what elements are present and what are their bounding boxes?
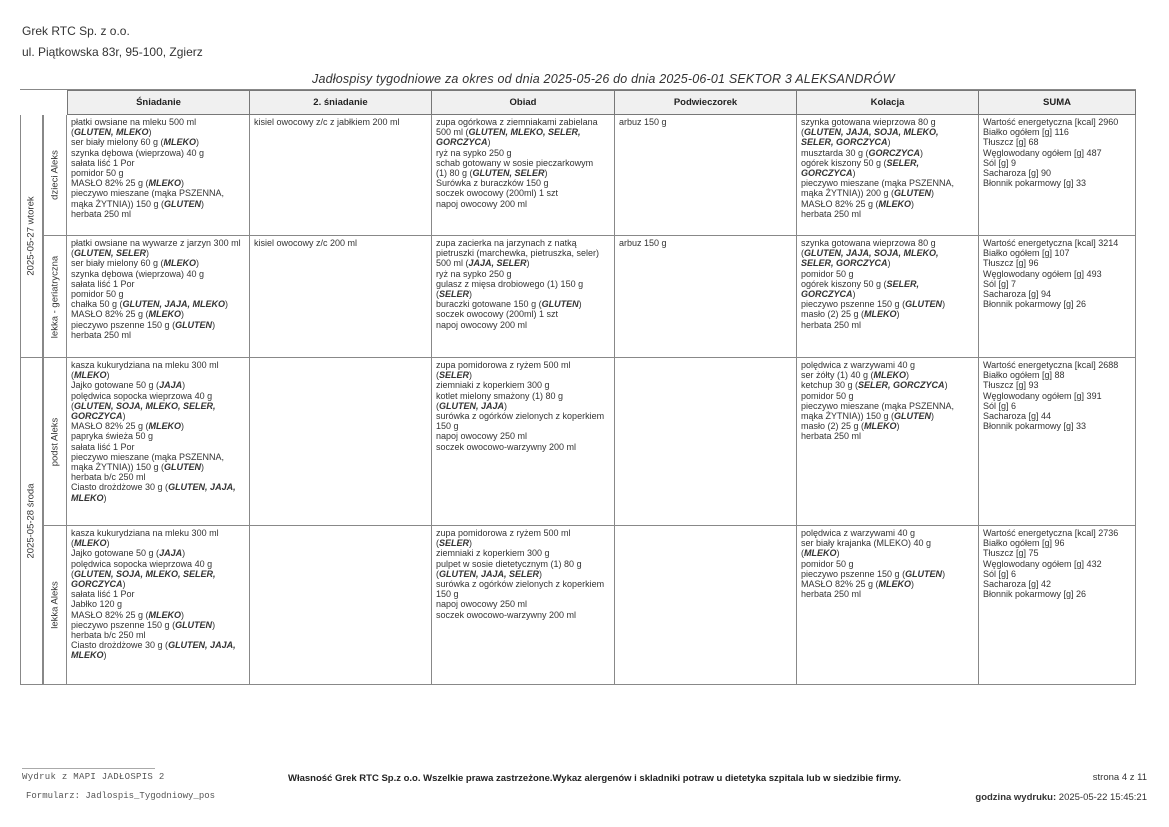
footer-form-name: Formularz: Jadlospis_Tygodniowy_pos — [26, 791, 216, 801]
day-cell — [20, 358, 43, 685]
menu-line: Tłuszcz [g] 68 — [983, 137, 1039, 148]
menu-line: (SELER) — [436, 289, 473, 300]
footer-copyright: Własność Grek RTC Sp.z o.o. Wszelkie prawa zastrzeżone.Wykaz alergenów i skladniki potraw u dietetyka szpitala lub w siedzibie firmy. — [288, 773, 902, 784]
menu-cell-lunch — [432, 236, 615, 358]
menu-cell-second-breakfast — [250, 526, 432, 685]
menu-line: buraczki gotowane 150 g (GLUTEN) — [436, 299, 582, 310]
menu-line: kisiel owocowy z/c 200 ml — [254, 238, 358, 248]
menu-cell-sum — [979, 526, 1136, 685]
menu-line: surówka z ogórków zielonych z koperkiem — [436, 579, 605, 590]
menu-line: MLEKO) — [71, 492, 107, 503]
day-label: 2025-05-28 środa — [25, 483, 37, 559]
menu-line: Błonnik pokarmowy [g] 33 — [983, 178, 1087, 189]
menu-line: musztarda 30 g (GORCZYCA) — [801, 147, 924, 158]
menu-line: mąka ŻYTNIA)) 150 g (GLUTEN) — [71, 462, 205, 473]
menu-line: pieczywo pszenne 150 g (GLUTEN) — [71, 319, 216, 330]
menu-line: Sól [g] 6 — [983, 400, 1017, 411]
menu-line: Wartość energetyczna [kcal] 2688 — [983, 360, 1119, 370]
menu-line: szynka dębowa (wieprzowa) 40 g — [71, 147, 205, 158]
footer-app-name: Wydruk z MAPI JADŁOSPIS 2 — [22, 772, 165, 782]
menu-line: polędwica sopocka wieprzowa 40 g — [71, 558, 213, 569]
menu-line: ziemniaki z koperkiem 300 g — [436, 548, 550, 559]
menu-line: (MLEKO) — [71, 538, 110, 549]
menu-line: pieczywo mieszane (mąka PSZENNA, — [801, 178, 955, 189]
menu-line: mąka ŻYTNIA)) 150 g (GLUTEN) — [71, 198, 205, 209]
menu-line: (MLEKO) — [801, 548, 840, 559]
menu-cell-snack — [615, 358, 797, 526]
column-header-breakfast: Śniadanie — [67, 90, 250, 115]
menu-line: herbata 250 ml — [801, 319, 862, 330]
menu-line: Białko ogółem [g] 107 — [983, 248, 1070, 259]
menu-line: arbuz 150 g — [619, 117, 667, 127]
menu-line: płatki owsiane na wywarze z jarzyn 300 ml — [71, 238, 241, 248]
menu-line: polędwica sopocka wieprzowa 40 g — [71, 390, 213, 401]
menu-line: chałka 50 g (GLUTEN, JAJA, MLEKO) — [71, 299, 229, 310]
menu-line: Jabłko 120 g — [71, 599, 123, 610]
menu-line: Jajko gotowane 50 g (JAJA) — [71, 548, 186, 559]
menu-line: 500 ml (JAJA, SELER) — [436, 258, 530, 269]
menu-line: napoj owocowy 250 ml — [436, 599, 528, 610]
column-header-snack: Podwieczorek — [615, 90, 797, 115]
menu-line: 500 ml (GLUTEN, MLEKO, SELER, — [436, 127, 581, 138]
menu-line: (GLUTEN, MLEKO) — [71, 127, 152, 138]
menu-line: (GLUTEN, JAJA, SOJA, MLEKO, — [801, 248, 939, 259]
menu-line: papryka świeża 50 g — [71, 431, 154, 442]
menu-line: Węglowodany ogółem [g] 493 — [983, 268, 1102, 279]
menu-line: kasza kukurydziana na mleku 300 ml — [71, 360, 219, 370]
diet-label: podst Aleks — [49, 417, 61, 466]
menu-cell-second-breakfast — [250, 358, 432, 526]
menu-line: masło (2) 25 g (MLEKO) — [801, 421, 900, 432]
page-number: strona 4 z 11 — [1092, 772, 1147, 783]
menu-line: (GLUTEN, SELER) — [71, 248, 150, 259]
menu-line: Białko ogółem [g] 96 — [983, 538, 1065, 549]
menu-line: MLEKO) — [71, 650, 107, 661]
menu-line: Ciasto drożdżowe 30 g (GLUTEN, JAJA, — [71, 640, 236, 651]
menu-line: Sacharoza [g] 44 — [983, 411, 1052, 422]
page-title: Jadłospisy tygodniowe za okres od dnia 2025-05-26 do dnia 2025-06-01 SEKTOR 3 ALEKSANDRÓW — [312, 72, 895, 86]
day-cell — [20, 115, 43, 358]
menu-line: ryż na sypko 250 g — [436, 268, 512, 279]
menu-line: (1) 80 g (GLUTEN, SELER) — [436, 168, 548, 179]
menu-line: schab gotowany w sosie pieczarkowym — [436, 157, 594, 168]
print-time — [975, 792, 1147, 803]
column-header-sum: SUMA — [979, 90, 1136, 115]
menu-line: Sacharoza [g] 42 — [983, 579, 1052, 590]
menu-line: SELER, GORCZYCA) — [801, 258, 891, 269]
menu-line: Sól [g] 9 — [983, 157, 1017, 168]
column-header-second-breakfast: 2. śniadanie — [250, 90, 432, 115]
menu-line: ser biały krajanka (MLEKO) 40 g — [801, 538, 932, 549]
menu-line: MASŁO 82% 25 g (MLEKO) — [801, 198, 915, 209]
menu-line: pomidor 50 g — [801, 268, 854, 279]
menu-line: mąka ŻYTNIA)) 200 g (GLUTEN) — [801, 188, 935, 199]
diet-cell — [43, 526, 67, 685]
menu-line: herbata 250 ml — [71, 208, 132, 219]
menu-line: sałata liść 1 Por — [71, 441, 135, 452]
menu-line: MASŁO 82% 25 g (MLEKO) — [71, 421, 185, 432]
menu-line: zupa zacierka na jarzynach z natką — [436, 238, 577, 248]
menu-line: Sacharoza [g] 94 — [983, 289, 1052, 300]
menu-line: (SELER) — [436, 370, 473, 381]
menu-line: kasza kukurydziana na mleku 300 ml — [71, 528, 219, 538]
menu-line: pieczywo mieszane (mąka PSZENNA, — [801, 400, 955, 411]
menu-line: Błonnik pokarmowy [g] 33 — [983, 421, 1087, 432]
menu-line: 150 g — [436, 421, 459, 432]
menu-line: pieczywo mieszane (mąka PSZENNA, — [71, 451, 225, 462]
menu-cell-second-breakfast — [250, 236, 432, 358]
diet-label: dzieci Aleks — [49, 150, 61, 200]
print-time-label: godzina wydruku: — [975, 792, 1057, 803]
menu-line: napoj owocowy 200 ml — [436, 319, 528, 330]
menu-line: gulasz z mięsa drobiowego (1) 150 g — [436, 278, 584, 289]
footer-divider — [22, 768, 155, 769]
menu-line: zupa pomidorowa z ryżem 500 ml — [436, 528, 571, 538]
menu-line: Białko ogółem [g] 88 — [983, 370, 1065, 381]
menu-line: ryż na sypko 250 g — [436, 147, 512, 158]
menu-line: pieczywo pszenne 150 g (GLUTEN) — [71, 619, 216, 630]
menu-line: (MLEKO) — [71, 370, 110, 381]
menu-line: Węglowodany ogółem [g] 432 — [983, 558, 1102, 569]
menu-line: Sól [g] 7 — [983, 278, 1017, 289]
menu-line: ziemniaki z koperkiem 300 g — [436, 380, 550, 391]
menu-line: ser biały mielony 60 g (MLEKO) — [71, 137, 200, 148]
menu-line: Surówka z buraczków 150 g — [436, 178, 549, 189]
menu-line: Jajko gotowane 50 g (JAJA) — [71, 380, 186, 391]
menu-line: ogórek kiszony 50 g (SELER, — [801, 157, 920, 168]
menu-line: Wartość energetyczna [kcal] 2960 — [983, 117, 1119, 127]
menu-line: mąka ŻYTNIA)) 150 g (GLUTEN) — [801, 411, 935, 422]
menu-line: pieczywo mieszane (mąka PSZENNA, — [71, 188, 225, 199]
menu-line: (GLUTEN, SOJA, MLEKO, SELER, — [71, 400, 216, 411]
menu-line: (GLUTEN, JAJA) — [436, 400, 508, 411]
menu-line: surówka z ogórków zielonych z koperkiem — [436, 411, 605, 422]
menu-line: GORCZYCA) — [71, 579, 126, 590]
menu-line: ser żółty (1) 40 g (MLEKO) — [801, 370, 910, 381]
menu-line: szynka gotowana wieprzowa 80 g — [801, 117, 936, 127]
diet-label: lekka Aleks — [49, 581, 61, 629]
column-header-dinner: Kolacja — [797, 90, 979, 115]
menu-cell-dinner — [797, 115, 979, 236]
menu-line: sałata liść 1 Por — [71, 157, 135, 168]
menu-line: kisiel owocowy z/c z jabłkiem 200 ml — [254, 117, 400, 127]
menu-line: pomidor 50 g — [71, 168, 124, 179]
menu-line: 150 g — [436, 589, 459, 600]
menu-line: MASŁO 82% 25 g (MLEKO) — [71, 178, 185, 189]
menu-line: sałata liść 1 Por — [71, 278, 135, 289]
menu-line: Błonnik pokarmowy [g] 26 — [983, 299, 1087, 310]
menu-line: MASŁO 82% 25 g (MLEKO) — [71, 609, 185, 620]
menu-line: herbata 250 ml — [801, 431, 862, 442]
diet-cell — [43, 358, 67, 526]
menu-line: polędwica z warzywami 40 g — [801, 528, 916, 538]
print-time-value: 2025-05-22 15:45:21 — [1058, 792, 1147, 803]
menu-line: Ciasto drożdżowe 30 g (GLUTEN, JAJA, — [71, 482, 236, 493]
menu-line: pietruszki (marchewka, pietruszka, seler) — [436, 248, 600, 259]
menu-line: sałata liść 1 Por — [71, 589, 135, 600]
menu-line: pieczywo pszenne 150 g (GLUTEN) — [801, 568, 946, 579]
menu-line: pomidor 50 g — [71, 289, 124, 300]
menu-cell-breakfast — [67, 526, 250, 685]
menu-line: herbata b/c 250 ml — [71, 472, 146, 483]
menu-cell-breakfast — [67, 358, 250, 526]
menu-cell-snack — [615, 526, 797, 685]
menu-line: polędwica z warzywami 40 g — [801, 360, 916, 370]
menu-cell-dinner — [797, 236, 979, 358]
menu-line: GORCZYCA) — [71, 411, 126, 422]
menu-line: (GLUTEN, JAJA, SELER) — [436, 568, 543, 579]
menu-line: ketchup 30 g (SELER, GORCZYCA) — [801, 380, 948, 391]
diet-label: lekka - geriatryczna — [49, 255, 61, 338]
menu-line: Białko ogółem [g] 116 — [983, 127, 1069, 138]
menu-cell-dinner — [797, 526, 979, 685]
menu-line: napoj owocowy 200 ml — [436, 198, 528, 209]
menu-line: herbata 250 ml — [801, 589, 862, 600]
menu-line: SELER, GORCZYCA) — [801, 137, 891, 148]
menu-line: kotlet mielony smażony (1) 80 g — [436, 390, 564, 401]
menu-line: arbuz 150 g — [619, 238, 667, 248]
menu-line: pulpet w sosie dietetycznym (1) 80 g — [436, 558, 582, 569]
company-address: ul. Piątkowska 83r, 95-100, Zgierz — [22, 45, 203, 59]
menu-cell-lunch — [432, 358, 615, 526]
menu-line: soczek owocowo-warzywny 200 ml — [436, 441, 577, 452]
menu-line: masło (2) 25 g (MLEKO) — [801, 309, 900, 320]
menu-line: soczek owocowy (200ml) 1 szt — [436, 188, 559, 199]
menu-line: Sacharoza [g] 90 — [983, 168, 1052, 179]
menu-cell-dinner — [797, 358, 979, 526]
menu-line: pieczywo pszenne 150 g (GLUTEN) — [801, 299, 946, 310]
menu-cell-sum — [979, 236, 1136, 358]
menu-line: ser biały mielony 60 g (MLEKO) — [71, 258, 200, 269]
diet-cell — [43, 115, 67, 236]
menu-cell-sum — [979, 358, 1136, 526]
diet-cell — [43, 236, 67, 358]
menu-line: MASŁO 82% 25 g (MLEKO) — [801, 579, 915, 590]
menu-line: zupa pomidorowa z ryżem 500 ml — [436, 360, 571, 370]
menu-line: Tłuszcz [g] 96 — [983, 258, 1039, 269]
menu-cell-snack — [615, 236, 797, 358]
menu-line: Węglowodany ogółem [g] 487 — [983, 147, 1102, 158]
menu-line: herbata b/c 250 ml — [71, 630, 146, 641]
menu-line: pomidor 50 g — [801, 390, 854, 401]
menu-line: Węglowodany ogółem [g] 391 — [983, 390, 1102, 401]
menu-line: Błonnik pokarmowy [g] 26 — [983, 589, 1087, 600]
menu-line: szynka gotowana wieprzowa 80 g — [801, 238, 936, 248]
menu-cell-breakfast — [67, 115, 250, 236]
menu-line: soczek owocowy (200ml) 1 szt — [436, 309, 559, 320]
company-name: Grek RTC Sp. z o.o. — [22, 24, 130, 38]
menu-line: (GLUTEN, SOJA, MLEKO, SELER, — [71, 568, 216, 579]
menu-line: płatki owsiane na mleku 500 ml — [71, 117, 197, 127]
menu-cell-lunch — [432, 115, 615, 236]
menu-cell-second-breakfast — [250, 115, 432, 236]
menu-line: Wartość energetyczna [kcal] 3214 — [983, 238, 1119, 248]
menu-line: Tłuszcz [g] 75 — [983, 548, 1039, 559]
menu-line: soczek owocowo-warzywny 200 ml — [436, 609, 577, 620]
menu-cell-snack — [615, 115, 797, 236]
menu-line: GORCZYCA) — [801, 168, 856, 179]
menu-line: Wartość energetyczna [kcal] 2736 — [983, 528, 1119, 538]
menu-line: herbata 250 ml — [801, 208, 862, 219]
menu-line: (GLUTEN, JAJA, SOJA, MLEKO, — [801, 127, 939, 138]
menu-line: napoj owocowy 250 ml — [436, 431, 528, 442]
menu-line: pomidor 50 g — [801, 558, 854, 569]
menu-line: GORCZYCA) — [801, 289, 856, 300]
column-header-lunch: Obiad — [432, 90, 615, 115]
menu-line: Tłuszcz [g] 93 — [983, 380, 1039, 391]
menu-line: herbata 250 ml — [71, 329, 132, 340]
menu-line: ogórek kiszony 50 g (SELER, — [801, 278, 920, 289]
menu-line: GORCZYCA) — [436, 137, 491, 148]
menu-line: (SELER) — [436, 538, 473, 549]
menu-line: MASŁO 82% 25 g (MLEKO) — [71, 309, 185, 320]
menu-cell-breakfast — [67, 236, 250, 358]
menu-cell-lunch — [432, 526, 615, 685]
menu-line: szynka dębowa (wieprzowa) 40 g — [71, 268, 205, 279]
menu-cell-sum — [979, 115, 1136, 236]
menu-line: Sól [g] 6 — [983, 568, 1017, 579]
menu-line: zupa ogórkowa z ziemniakami zabielana — [436, 117, 598, 127]
day-label: 2025-05-27 wtorek — [25, 196, 37, 276]
